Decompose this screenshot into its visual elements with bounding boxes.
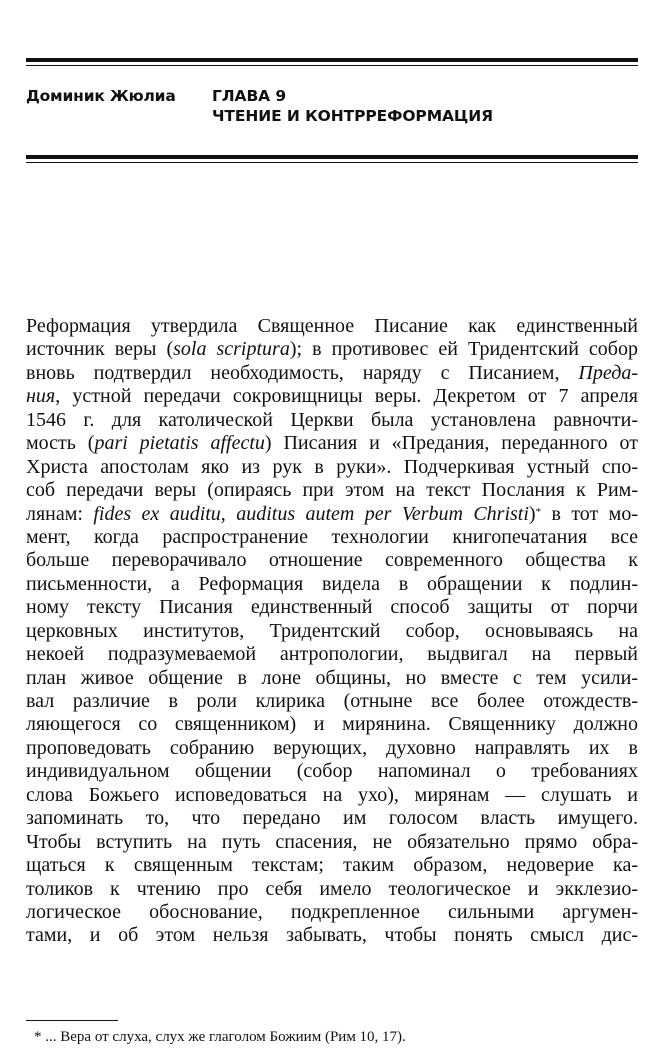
text-line xyxy=(26,713,638,736)
text-run: слова Божьего исповедоваться на ухо), мирянам — слушать и xyxy=(26,783,638,806)
text-run: ); в противовес ей Тридентский собор xyxy=(289,338,638,361)
body-paragraph xyxy=(26,315,638,948)
text-line xyxy=(26,409,638,432)
text-line xyxy=(26,737,638,760)
chapter-heading xyxy=(212,86,493,126)
text-line xyxy=(26,760,638,783)
text-run: ному тексту Писания единственный способ защиты от порчи xyxy=(26,596,638,619)
chapter-title: ЧТЕНИЕ И КОНТРРЕФОРМАЦИЯ xyxy=(212,107,493,125)
text-line xyxy=(26,526,638,549)
text-run: ляющегося со священником) и мирянина. Священнику должно xyxy=(26,713,638,736)
text-line xyxy=(26,831,638,854)
text-run: мент, когда распространение технологии книгопечатания все xyxy=(26,525,638,548)
text-line xyxy=(26,784,638,807)
text-run: запоминать то, что передано им голосом власть имущего. xyxy=(26,807,638,830)
text-line xyxy=(26,338,638,361)
author-name: Доминик Жюлиа xyxy=(26,87,176,105)
text-run: соб передачи веры (опираясь при этом на текст Послания к Рим- xyxy=(26,479,638,502)
text-line xyxy=(26,385,638,408)
text-run: индивидуальном общении (собор напоминал о требованиях xyxy=(26,760,638,783)
text-run: логическое обоснование, подкрепленное сильными аргумен- xyxy=(26,900,638,923)
text-run: источник веры ( xyxy=(26,338,174,361)
text-run: тами, и об этом нельзя забывать, чтобы понять смысл дис- xyxy=(26,924,638,947)
text-line xyxy=(26,549,638,572)
text-run: лянам: xyxy=(26,502,94,525)
text-run: 1546 г. для католической Церкви была установлена равночти- xyxy=(26,408,638,431)
text-run: Чтобы вступить на путь спасения, не обязательно прямо обра- xyxy=(26,830,638,853)
text-run: Христа апостолам яко из рук в руки». Подчеркивая устный спо- xyxy=(26,455,638,478)
text-line xyxy=(26,503,638,526)
italic-term: ния xyxy=(26,385,56,408)
text-line xyxy=(26,878,638,901)
text-line xyxy=(26,362,638,385)
text-line xyxy=(26,901,638,924)
text-run: ) xyxy=(528,502,536,525)
text-line xyxy=(26,690,638,713)
text-run: ) Писания и «Предания, переданного от xyxy=(264,432,638,455)
text-run: план живое общение в лоне общины, но вместе с тем усили- xyxy=(26,666,638,689)
text-line xyxy=(26,432,638,455)
text-run: вновь подтвердил необходимость, наряду с Писанием, xyxy=(26,361,579,384)
italic-latin: fides ex auditu, auditus autem per Verbum Christi xyxy=(93,502,529,525)
header-bottom-rule xyxy=(26,155,638,163)
text-run: проповедовать собранию верующих, духовно направлять их в xyxy=(26,736,638,759)
text-line xyxy=(26,620,638,643)
text-line xyxy=(26,924,638,947)
text-run: больше переворачивало отношение современного общества к xyxy=(26,549,638,572)
italic-latin: sola scriptura xyxy=(173,338,290,361)
italic-latin: pari pietatis affectu xyxy=(94,432,265,455)
text-run: Реформация утвердила Священное Писание как единственный xyxy=(26,315,638,337)
text-run: щаться к священным текстам; таким образом, недоверие ка- xyxy=(26,854,638,877)
text-line xyxy=(26,807,638,830)
text-line xyxy=(26,854,638,877)
text-line xyxy=(26,573,638,596)
text-line xyxy=(26,479,638,502)
text-line xyxy=(26,456,638,479)
italic-term: Преда- xyxy=(578,361,638,384)
footnote-text: * ... Вера от слуха, слух же глаголом Божиим (Рим 10, 17). xyxy=(34,1029,406,1045)
text-run: мость ( xyxy=(26,432,95,455)
text-run: , устной передачи сокровищницы веры. Декретом от 7 апреля xyxy=(55,385,638,408)
header-top-rule xyxy=(26,58,638,66)
text-line xyxy=(26,643,638,666)
text-line xyxy=(26,315,638,338)
footnote-rule xyxy=(26,1020,118,1021)
text-run: вал различие в роли клирика (отныне все более отождеств- xyxy=(26,690,638,712)
chapter-number: ГЛАВА 9 xyxy=(212,87,287,105)
text-line xyxy=(26,596,638,619)
text-line xyxy=(26,667,638,690)
text-run: письменности, а Реформация видела в обращении к подлин- xyxy=(26,572,638,595)
text-run: толиков к чтению про себя имело теологическое и экклезио- xyxy=(26,877,638,900)
text-run: некоей подразумеваемой антропологии, выдвигал на первый xyxy=(26,643,638,666)
text-run: церковных институтов, Тридентский собор, основываясь на xyxy=(26,619,638,642)
footnote-reference: * xyxy=(535,505,542,518)
text-run: в тот мо- xyxy=(541,502,638,525)
